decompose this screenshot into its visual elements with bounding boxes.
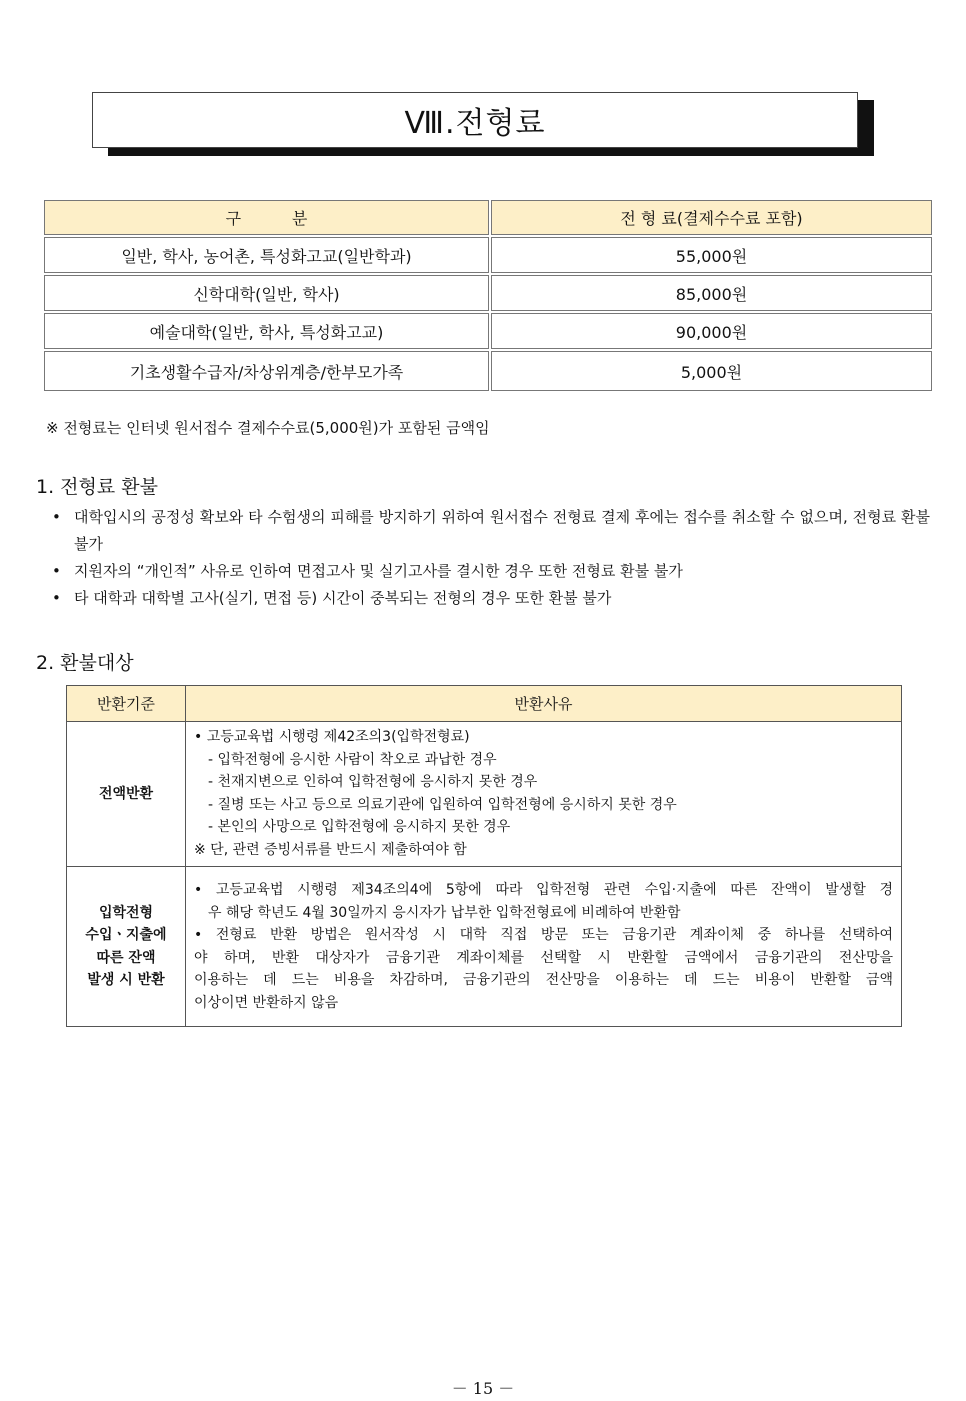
title-banner: [92, 92, 874, 156]
reason-line: • 전형료 반환 방법은 원서작성 시 대학 직접 방문 또는 금융기관 계좌이체 중 하나를 선택하여: [194, 927, 893, 943]
bullet-icon: •: [52, 589, 61, 607]
refund-table-header: [67, 686, 902, 722]
refund-criterion: 전액반환: [67, 722, 186, 867]
fee-row-category: 기초생활수급자/차상위계층/한부모가족: [44, 351, 489, 391]
fee-row-amount: 90,000원: [491, 313, 932, 349]
criterion-line: 수입ㆍ지출에: [85, 927, 167, 943]
fee-row-category: 일반, 학사, 농어촌, 특성화고교(일반학과): [44, 237, 489, 273]
bullet-text: 지원자의 “개인적” 사유로 인하여 면접고사 및 실기고사를 결시한 경우 또한 전형료 환불 불가: [74, 562, 683, 580]
refund-row: [67, 867, 902, 1027]
fee-row-amount: 85,000원: [491, 275, 932, 311]
fee-row-category: 신학대학(일반, 학사): [44, 275, 489, 311]
refund-header-reason: 반환사유: [186, 686, 902, 722]
reason-line: 이용하는 데 드는 비용을 차감하며, 금융기관의 전산망을 이용하는 데 드는 비용이 반환할 금액: [194, 972, 893, 988]
fee-row: [44, 275, 932, 311]
refund-bullet-list: [52, 504, 930, 612]
fee-row: [44, 313, 932, 349]
criterion-line: 입학전형: [98, 904, 154, 921]
page-title: Ⅷ.전형료: [92, 92, 858, 148]
fee-row: [44, 351, 932, 391]
section-heading-refund: 1. 전형료 환불: [36, 476, 158, 498]
fee-row: [44, 237, 932, 273]
criterion-line: 발생 시 반환: [87, 972, 165, 988]
section-heading-refund-target: 2. 환불대상: [36, 652, 134, 674]
refund-row: [67, 722, 902, 867]
refund-table: [66, 685, 902, 1027]
fee-row-category: 예술대학(일반, 학사, 특성화고교): [44, 313, 489, 349]
refund-reason: [186, 722, 902, 867]
reason-line: 우 해당 학년도 4월 30일까지 응시자가 납부한 입학전형료에 비례하여 반환함: [208, 904, 681, 921]
reason-line: ※ 단, 관련 증빙서류를 반드시 제출하여야 함: [194, 841, 467, 858]
bullet-text: 대학입시의 공정성 확보와 타 수험생의 피해를 방지하기 위하여 원서접수 전형료 결제 후에는 접수를 취소할 수 없으며, 전형료 환불 불가: [74, 508, 930, 553]
reason-line: - 입학전형에 응시한 사람이 착오로 과납한 경우: [208, 751, 497, 768]
refund-reason: [186, 867, 902, 1027]
refund-criterion: [67, 867, 186, 1027]
fee-note: ※ 전형료는 인터넷 원서접수 결제수수료(5,000원)가 포함된 금액임: [46, 419, 490, 437]
reason-line: • 고등교육법 시행령 제42조의3(입학전형료): [194, 729, 470, 745]
list-item: [52, 585, 930, 612]
refund-header-criterion: 반환기준: [67, 686, 186, 722]
reason-line: - 질병 또는 사고 등으로 의료기관에 입원하여 입학전형에 응시하지 못한 경우: [208, 796, 677, 813]
reason-line: - 천재지변으로 인하여 입학전형에 응시하지 못한 경우: [208, 774, 538, 790]
bullet-text: 타 대학과 대학별 고사(실기, 면접 등) 시간이 중복되는 전형의 경우 또한 환불 불가: [74, 589, 612, 607]
bullet-icon: •: [52, 508, 61, 526]
reason-line: - 본인의 사망으로 입학전형에 응시하지 못한 경우: [208, 819, 511, 835]
list-item: [52, 504, 930, 558]
fee-row-amount: 55,000원: [491, 237, 932, 273]
fee-table-header: [44, 200, 932, 235]
fee-header-category: 구 분: [44, 200, 489, 235]
list-item: [52, 558, 930, 585]
fee-header-fee: 전 형 료(결제수수료 포함): [491, 200, 932, 235]
reason-line: 야 하며, 반환 대상자가 금융기관 계좌이체를 선택할 시 반환할 금액에서 금융기관의 전산망을: [194, 949, 893, 966]
reason-line: • 고등교육법 시행령 제34조의4에 5항에 따라 입학전형 관련 수입·지출에 따른 잔액이 발생할 경: [194, 882, 893, 898]
reason-line: 이상이면 반환하지 않음: [194, 994, 339, 1011]
criterion-line: 따른 잔액: [96, 949, 156, 966]
bullet-icon: •: [52, 562, 61, 580]
fee-row-amount: 5,000원: [491, 351, 932, 391]
page-number: － 15 －: [451, 1379, 515, 1398]
fee-table: [42, 198, 934, 393]
